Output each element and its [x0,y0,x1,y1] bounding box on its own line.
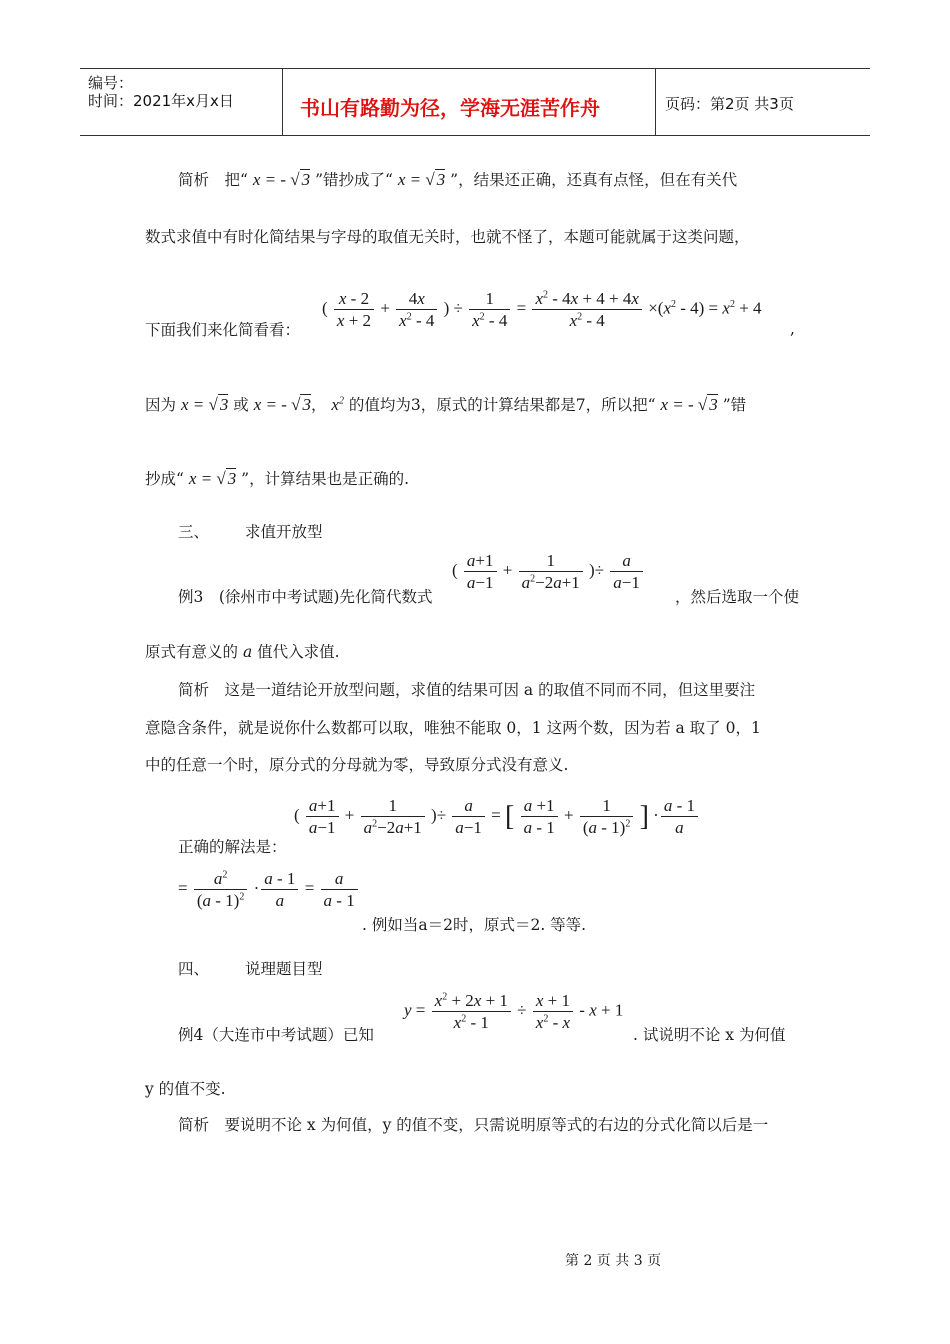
simplify-intro: 下面我们来化简看看： [145,321,301,339]
fraction: $\frac{a}{a - 1}$ [321,868,358,912]
fraction: $\frac{x^2 - 4x + 4 + 4x}{x^2 - 4}$ [532,288,642,332]
example-4-line-2: y 的值不变. [145,1080,226,1098]
example-4-tail: . 试说明不论 x 为何值 [633,1026,786,1044]
simplify-formula: ( $\frac{x - 2}{x + 2}$ + $\frac{4x}{x^2 - 4}$ ) ÷ $\frac{1}{x^2 - 4}$ = $\frac{x^2 - 4x + 4 + 4x}{x^2 - 4}$ $\times(x^2 - 4) = x^2 + 4$ [322,289,762,331]
analysis-text: ”错 [722,396,747,414]
fraction: $\frac{a - 1}{a}$ [261,868,298,912]
formula-x-neg-root3: x = - √ 3 [660,395,718,414]
fraction: $\frac{1}{x^2 - 4}$ [469,288,510,332]
solution-formula-1: ( $\frac{a+1}{a-1}$ + $\frac{1}{a^2-2a+1}$ )÷ $\frac{a}{a-1}$ = [ $\frac{a +1}{a - 1}$ + $\frac{1}{(a - 1)^2}$ ] · $\frac{a - 1}{a}$ [294,795,700,839]
header-time-label: 时间：2021年x月x日 [88,92,234,110]
analysis-text: 或 [233,396,249,414]
section-4-number: 四、 [178,960,210,978]
example-4-intro: 例4（大连市中考试题）已知 [178,1026,374,1044]
fraction: $\frac{1}{a^2-2a+1}$ [519,550,583,594]
fraction: $\frac{1}{a^2-2a+1}$ [361,795,425,839]
example-3-text: 值代入求值. [257,643,340,661]
header-bottom-rule [80,135,870,136]
example-3-line-2 [145,640,340,662]
example-3-text: 原式有意义的 [145,643,239,661]
analysis-text: 简析 把“ [178,171,248,189]
fraction: $\frac{x - 2}{x + 2}$ [334,288,374,332]
section-4-title: 说理题目型 [245,960,323,978]
fraction: $\frac{1}{(a - 1)^2}$ [580,795,634,839]
fraction: $\frac{a}{a-1}$ [610,550,643,594]
section-3-title: 求值开放型 [245,523,323,541]
analysis-text: 的值均为3，原式的计算结果都是7，所以把“ [348,396,656,414]
analysis-text: ”，计算结果也是正确的. [241,470,410,488]
header-divider-right [655,68,656,135]
example-3-tail: ，然后选取一个使 [675,588,800,606]
fraction: $\frac{a+1}{a-1}$ [464,550,497,594]
analysis-line-5 [145,467,409,489]
fraction: $\frac{a +1}{a - 1}$ [521,795,558,839]
example-3-formula: ( $\frac{a+1}{a-1}$ + $\frac{1}{a^2-2a+1}$ )÷ $\frac{a}{a-1}$ [452,550,645,594]
formula-x-neg-root3: x = - √ 3 [252,170,311,189]
fraction: $\frac{a+1}{a-1}$ [306,795,339,839]
footer-page-number: 第 2 页 共 3 页 [565,1253,662,1269]
fraction: $\frac{a - 1}{a}$ [661,795,698,839]
analysis-3-line-2: 意隐含条件，就是说你什么数都可以取，唯独不能取 0，1 这两个数，因为若 a 取了 0，1 [145,719,761,737]
comma: , [790,320,795,338]
formula-x-root3: x = √ 3 [397,170,446,189]
analysis-line-4: 因为 x = √ 3 或 x = - √ 3， $x^2$ 的值均为3，原式的计算结果都是7，所以把“ x = - √ 3 ”错 [145,395,747,414]
formula-x-squared: $x^2$ [331,395,344,414]
solution-end: . 例如当a＝2时，原式＝2. 等等. [362,916,587,934]
analysis-4-line-1: 简析 要说明不论 x 为何值，y 的值不变，只需说明原等式的右边的分式化简以后是一 [178,1116,769,1134]
header-number-label: 编号： [88,74,134,92]
variable-a: a [238,643,258,661]
fraction: $\frac{x^2 + 2x + 1}{x^2 - 1}$ [432,990,511,1034]
formula-x-neg-root3: x = - √ 3 [253,395,311,414]
analysis-line-1 [178,168,737,190]
fraction: $\frac{x + 1}{x^2 - x}$ [533,990,573,1034]
example-3-intro: 例3 (徐州市中考试题)先化简代数式 [178,588,433,606]
header-motto: 书山有路勤为径，学海无涯苦作舟 [300,96,600,120]
analysis-text: ”，结果还正确，还真有点怪，但在有关代 [450,171,738,189]
analysis-text: 因为 [145,396,177,414]
solution-label: 正确的解法是： [178,838,287,856]
section-3-number: 三、 [178,523,210,541]
header-page-label: 页码：第2页 共3页 [665,95,794,113]
analysis-line-2: 数式求值中有时化简结果与字母的取值无关时，也就不怪了，本题可能就属于这类问题， [145,228,750,246]
analysis-3-line-3: 中的任意一个时，原分式的分母就为零，导致原分式没有意义. [145,756,569,774]
example-4-formula: y = $\frac{x^2 + 2x + 1}{x^2 - 1}$ ÷ $\frac{x + 1}{x^2 - x}$ - x + 1 [404,991,624,1033]
formula-x-root3: x = √ 3 [188,469,237,488]
analysis-text: 抄成“ [145,470,184,488]
fraction: $\frac{a^2}{(a - 1)^2}$ [194,868,248,912]
formula-x-root3: x = √ 3 [180,395,229,414]
analysis-3-line-1: 简析 这是一道结论开放型问题，求值的结果可因 a 的取值不同而不同，但这里要注 [178,681,756,699]
solution-formula-2: = $\frac{a^2}{(a - 1)^2}$ · $\frac{a - 1}{a}$ = $\frac{a}{a - 1}$ [178,868,360,912]
fraction: $\frac{a}{a-1}$ [452,795,485,839]
analysis-text: ”错抄成了“ [315,171,393,189]
header-divider-left [282,68,283,135]
fraction: $\frac{4x}{x^2 - 4}$ [396,288,437,332]
header-top-rule [80,68,870,69]
